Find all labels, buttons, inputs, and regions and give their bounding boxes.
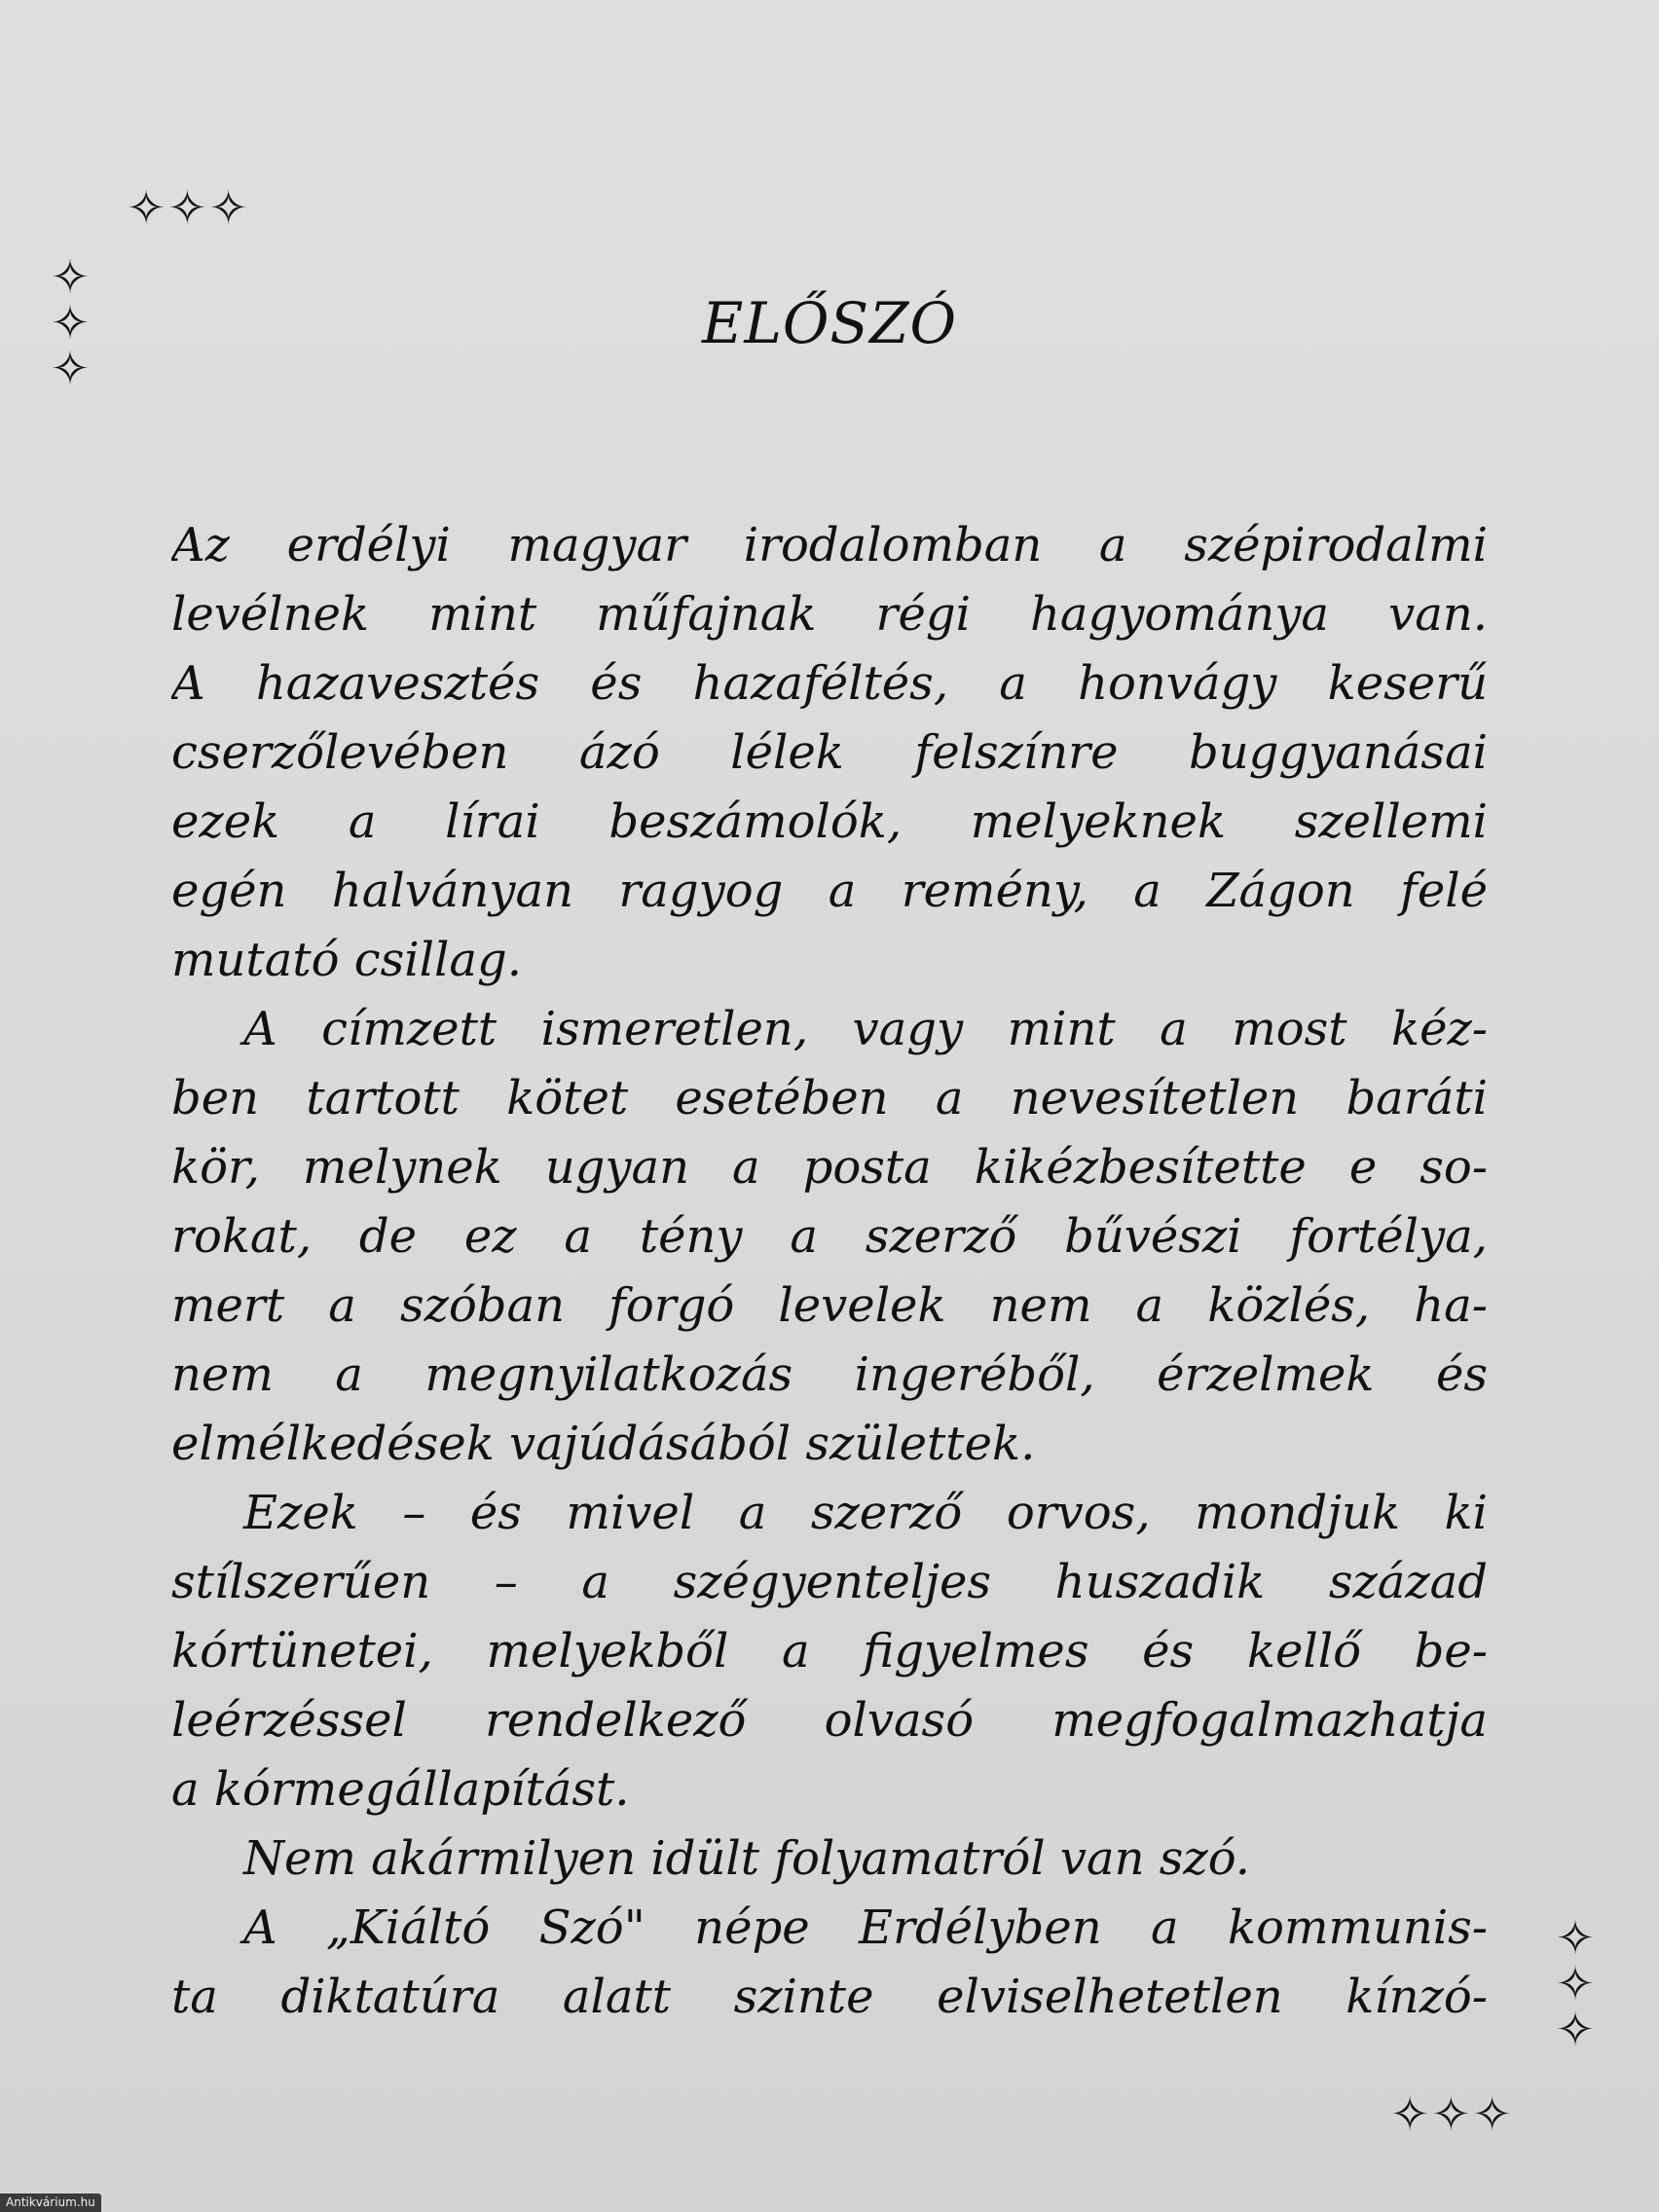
text-line: ta diktatúra alatt szinte elviselhetetlen kínzó- — [171, 1970, 1488, 2024]
four-pointed-star-icon: ✧ — [167, 181, 209, 236]
four-pointed-star-icon: ✧ — [1431, 2087, 1473, 2142]
text-line: A „Kiáltó Szó" népe Erdélyben a kommunis- — [243, 1900, 1488, 1955]
text-line: egén halványan ragyog a remény, a Zágon felé — [171, 864, 1488, 918]
text-line: kórtünetei, melyekből a figyelmes és kellő be- — [171, 1624, 1488, 1678]
four-pointed-star-icon: ✧ — [1555, 1957, 1596, 2012]
text-line: levélnek mint műfajnak régi hagyománya van. — [171, 587, 1488, 642]
text-line: nem a megnyilatkozás ingeréből, érzelmek és — [171, 1347, 1488, 1402]
four-pointed-star-icon: ✧ — [1555, 1911, 1596, 1966]
ornament-bottom-right-vertical — [1546, 1911, 1604, 2058]
four-pointed-star-icon: ✧ — [50, 250, 91, 305]
four-pointed-star-icon: ✧ — [1390, 2087, 1432, 2142]
text-line: ben tartott kötet esetében a nevesítetlen baráti — [171, 1071, 1488, 1125]
text-line: a kórmegállapítást. — [171, 1762, 630, 1817]
watermark-label: Antikvárium.hu — [0, 2194, 101, 2212]
four-pointed-star-icon: ✧ — [127, 181, 168, 236]
text-line: ezek a lírai beszámolók, melyeknek szellemi — [171, 794, 1488, 849]
text-line: A hazavesztés és hazaféltés, a honvágy keserű — [171, 656, 1488, 711]
text-line: kör, melynek ugyan a posta kikézbesítette e so- — [171, 1140, 1488, 1195]
text-line: leérzéssel rendelkező olvasó megfogalmazhatja — [171, 1693, 1488, 1748]
text-line: elmélkedések vajúdásából születtek. — [171, 1417, 1036, 1471]
page-title: ELŐSZÓ — [702, 290, 957, 356]
preface-text — [171, 511, 1488, 2032]
four-pointed-star-icon: ✧ — [50, 296, 91, 351]
text-line: Nem akármilyen idült folyamatról van szó. — [243, 1831, 1251, 1886]
four-pointed-star-icon: ✧ — [1555, 2003, 1596, 2058]
text-line: mert a szóban forgó levelek nem a közlés, ha- — [171, 1278, 1488, 1333]
text-line: A címzett ismeretlen, vagy mint a most kéz- — [243, 1002, 1488, 1056]
text-line: Ezek – és mivel a szerző orvos, mondjuk ki — [243, 1486, 1488, 1540]
ornament-top-left-horizontal — [127, 181, 250, 236]
text-line: rokat, de ez a tény a szerző bűvészi fortélya, — [171, 1209, 1488, 1264]
text-line: Az erdélyi magyar irodalomban a szépirodalmi — [171, 518, 1488, 572]
text-line: cserzőlevében ázó lélek felszínre buggyanásai — [171, 725, 1488, 780]
text-line: stílszerűen – a szégyenteljes huszadik század — [171, 1555, 1488, 1609]
ornament-bottom-right-horizontal — [1390, 2087, 1514, 2142]
text-line: mutató csillag. — [171, 933, 522, 987]
four-pointed-star-icon: ✧ — [1472, 2087, 1514, 2142]
four-pointed-star-icon: ✧ — [208, 181, 250, 236]
four-pointed-star-icon: ✧ — [50, 342, 91, 397]
